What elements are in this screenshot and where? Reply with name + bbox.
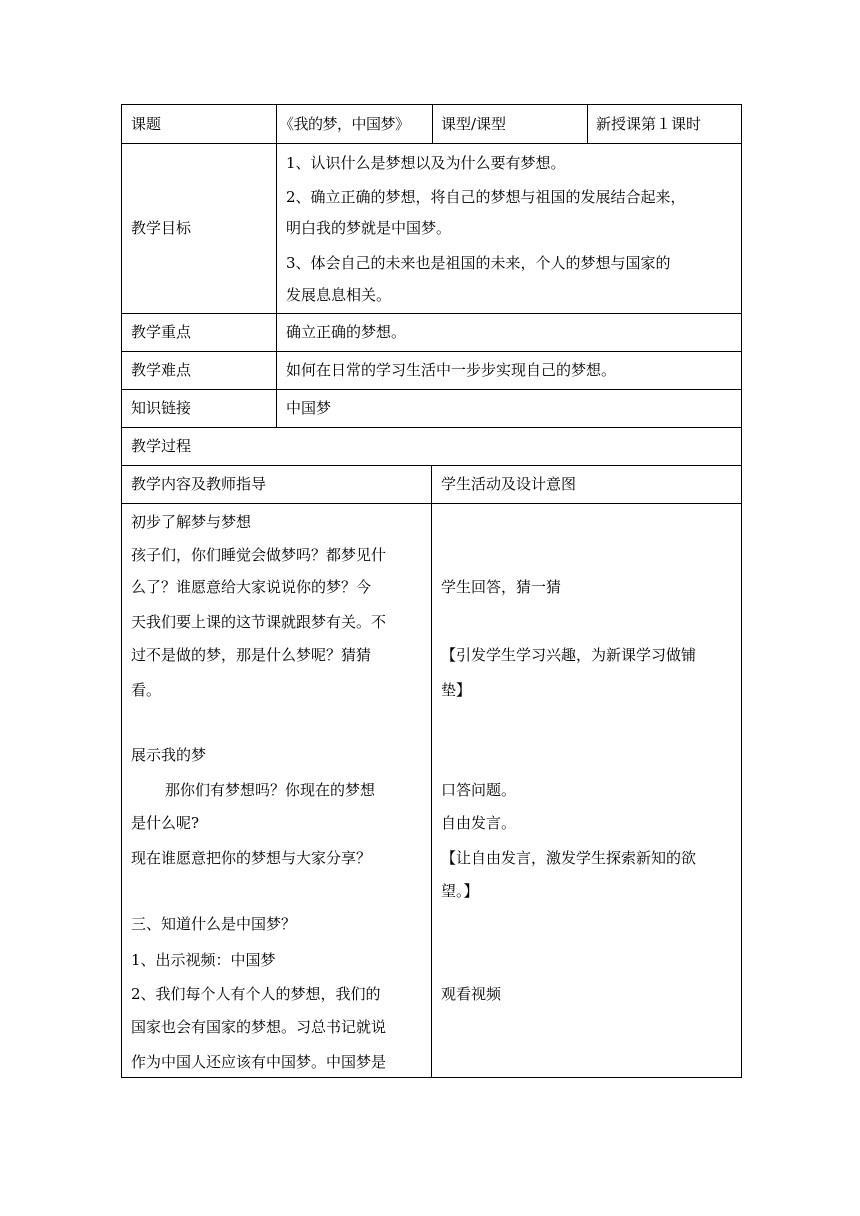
right-column-header: 学生活动及设计意图 xyxy=(441,475,577,493)
objective-line: 发展息息相关。 xyxy=(286,286,392,304)
left-line: 国家也会有国家的梦想。习总书记就说 xyxy=(131,1018,387,1036)
left-line: 孩子们，你们睡觉会做梦吗？都梦见什 xyxy=(131,546,387,564)
lesson-title: 《我的梦，中国梦》 xyxy=(279,115,410,133)
table-rule xyxy=(276,104,277,428)
table-rule xyxy=(432,104,433,144)
left-line: 现在谁愿意把你的梦想与大家分享？ xyxy=(131,849,372,867)
table-rule xyxy=(587,104,588,144)
right-line: 口答问题。 xyxy=(441,781,517,799)
left-column-header: 教学内容及教师指导 xyxy=(131,475,267,493)
table-rule xyxy=(121,427,742,428)
process-label: 教学过程 xyxy=(131,437,192,455)
lesson-type-label: 课型/课型 xyxy=(441,115,507,133)
knowledge-value: 中国梦 xyxy=(286,399,332,417)
objective-line: 1、认识什么是梦想以及为什么要有梦想。 xyxy=(286,154,566,172)
left-line: 2、我们每个人有个人的梦想，我们的 xyxy=(131,985,381,1003)
table-rule xyxy=(741,104,742,1078)
left-line: 过不是做的梦，那是什么梦呢？猜猜 xyxy=(131,646,372,664)
objective-line: 2、确立正确的梦想，将自己的梦想与祖国的发展结合起来， xyxy=(286,188,686,206)
right-line: 自由发言。 xyxy=(441,814,517,832)
left-line: 三、知道什么是中国梦？ xyxy=(131,915,297,933)
left-line: 看。 xyxy=(131,681,162,699)
table-rule xyxy=(121,389,742,390)
objectives-label: 教学目标 xyxy=(131,219,192,237)
left-line: 天我们要上课的这节课就跟梦有关。不 xyxy=(131,613,387,631)
right-line: 望。】 xyxy=(441,882,479,900)
difficulty-value: 如何在日常的学习生活中一步步实现自己的梦想。 xyxy=(286,361,617,379)
left-line: 作为中国人还应该有中国梦。中国梦是 xyxy=(131,1053,387,1071)
lesson-type-value: 新授课第１课时 xyxy=(596,115,702,133)
left-line: 是什么呢? xyxy=(131,814,200,832)
focus-label: 教学重点 xyxy=(131,323,192,341)
right-line: 观看视频 xyxy=(441,985,502,1003)
left-line: 初步了解梦与梦想 xyxy=(131,513,252,531)
right-line: 垫】 xyxy=(441,681,472,699)
table-rule xyxy=(121,104,122,1078)
left-line: 展示我的梦 xyxy=(131,746,207,764)
right-line: 【让自由发言，激发学生探索新知的欲 xyxy=(441,849,697,867)
left-line: 么了？谁愿意给大家说说你的梦？今 xyxy=(131,578,372,596)
right-line: 学生回答，猜一猜 xyxy=(441,578,562,596)
objective-line: 明白我的梦就是中国梦。 xyxy=(286,219,452,237)
table-rule xyxy=(121,351,742,352)
focus-value: 确立正确的梦想。 xyxy=(286,323,407,341)
topic-label: 课题 xyxy=(131,115,162,133)
objective-line: 3、体会自己的未来也是祖国的未来，个人的梦想与国家的 xyxy=(286,254,671,272)
left-line: 那你们有梦想吗？你现在的梦想 xyxy=(165,781,376,799)
knowledge-label: 知识链接 xyxy=(131,399,192,417)
right-line: 【引发学生学习兴趣，为新课学习做铺 xyxy=(441,646,697,664)
difficulty-label: 教学难点 xyxy=(131,361,192,379)
table-rule xyxy=(121,313,742,314)
table-rule xyxy=(431,465,432,1078)
left-line: 1、出示视频：中国梦 xyxy=(131,951,276,969)
